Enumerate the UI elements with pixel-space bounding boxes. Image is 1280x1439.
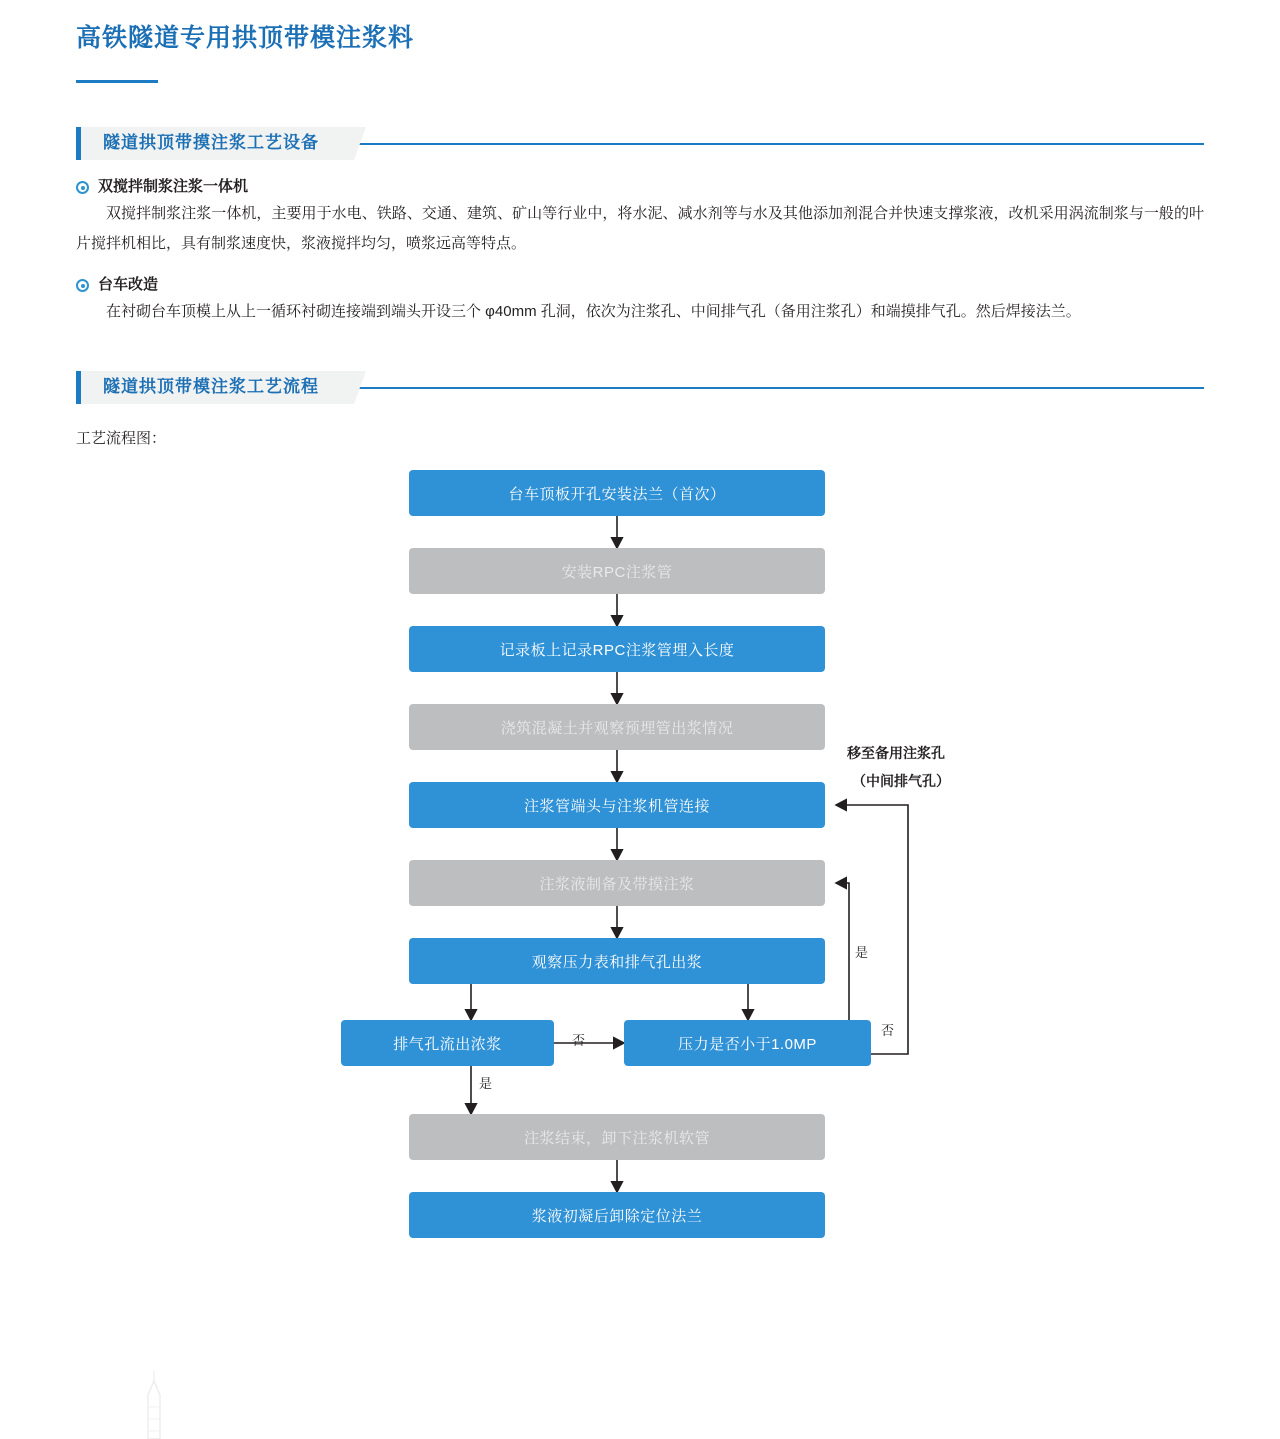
flowchart-caption: 工艺流程图： — [76, 430, 167, 447]
flow-node — [409, 860, 825, 906]
list-item — [76, 177, 1204, 197]
flow-node — [409, 704, 825, 750]
ring-bullet-icon — [76, 279, 89, 292]
flow-node-label: 注浆管端头与注浆机管连接 — [523, 797, 710, 815]
flow-node-label: 注浆结束，卸下注浆机软管 — [523, 1129, 710, 1147]
flow-node-label: 压力是否小于1.0MP — [678, 1035, 817, 1053]
flow-node — [409, 782, 825, 828]
list-item — [76, 275, 1204, 295]
edge-label-no-left: 否 — [572, 1033, 586, 1048]
flow-node-label: 注浆液制备及带摸注浆 — [539, 875, 695, 893]
edge-label-yes-down: 是 — [479, 1076, 493, 1091]
flow-node-label: 记录板上记录RPC注浆管埋入长度 — [499, 641, 735, 659]
flow-node — [409, 1192, 825, 1238]
section-header — [76, 127, 1204, 161]
flow-node — [409, 470, 825, 516]
list-item-label: 台车改造 — [98, 276, 159, 293]
edge-label-reroute-line2: （中间排气孔） — [852, 773, 950, 789]
flow-node — [409, 938, 825, 984]
flow-node — [341, 1020, 554, 1066]
flowchart — [76, 460, 1204, 1270]
section-process — [76, 371, 1204, 1270]
flow-node-label: 浇筑混凝土并观察预埋管出浆情况 — [500, 719, 734, 737]
flow-node — [409, 1114, 825, 1160]
section-header-label: 隧道拱顶带摸注浆工艺设备 — [76, 127, 353, 160]
paragraph: 在衬砌台车顶模上从上一循环衬砌连接端到端头开设三个 φ40mm 孔洞，依次为注浆孔、中间排气孔（备用注浆孔）和端摸排气孔。然后焊接法兰。 — [106, 303, 1081, 320]
flow-node — [409, 548, 825, 594]
paragraph: 双搅拌制浆注浆一体机，主要用于水电、铁路、交通、建筑、矿山等行业中，将水泥、减水剂等与水及其他添加剂混合并快速支撑浆液，改机采用涡流制浆与一般的叶片搅拌机相比，具有制浆速度快，浆液搅拌均匀，喷浆远高等特点。 — [76, 205, 1204, 252]
edge-label-no-loop: 否 — [881, 1023, 895, 1038]
flow-node — [409, 626, 825, 672]
flow-node-label: 浆液初凝后卸除定位法兰 — [531, 1207, 703, 1225]
section-header — [76, 371, 1204, 405]
title-underline — [76, 80, 158, 83]
flow-node-label: 安装RPC注浆管 — [561, 563, 673, 581]
edge-label-reroute-line1: 移至备用注浆孔 — [847, 745, 945, 761]
flow-node-label: 台车顶板开孔安装法兰（首次） — [508, 485, 726, 503]
section-header-label: 隧道拱顶带模注浆工艺流程 — [76, 371, 353, 404]
page-title: 高铁隧道专用拱顶带模注浆料 — [76, 24, 415, 52]
watermark-graphic — [128, 1369, 218, 1439]
flow-node — [624, 1020, 871, 1066]
edge-label-yes-loop: 是 — [855, 945, 869, 960]
flow-node-label: 排气孔流出浓浆 — [393, 1035, 502, 1053]
ring-bullet-icon — [76, 181, 89, 194]
list-item-label: 双搅拌制浆注浆一体机 — [98, 178, 249, 195]
section-equipment — [76, 127, 1204, 327]
flow-node-label: 观察压力表和排气孔出浆 — [531, 953, 703, 971]
